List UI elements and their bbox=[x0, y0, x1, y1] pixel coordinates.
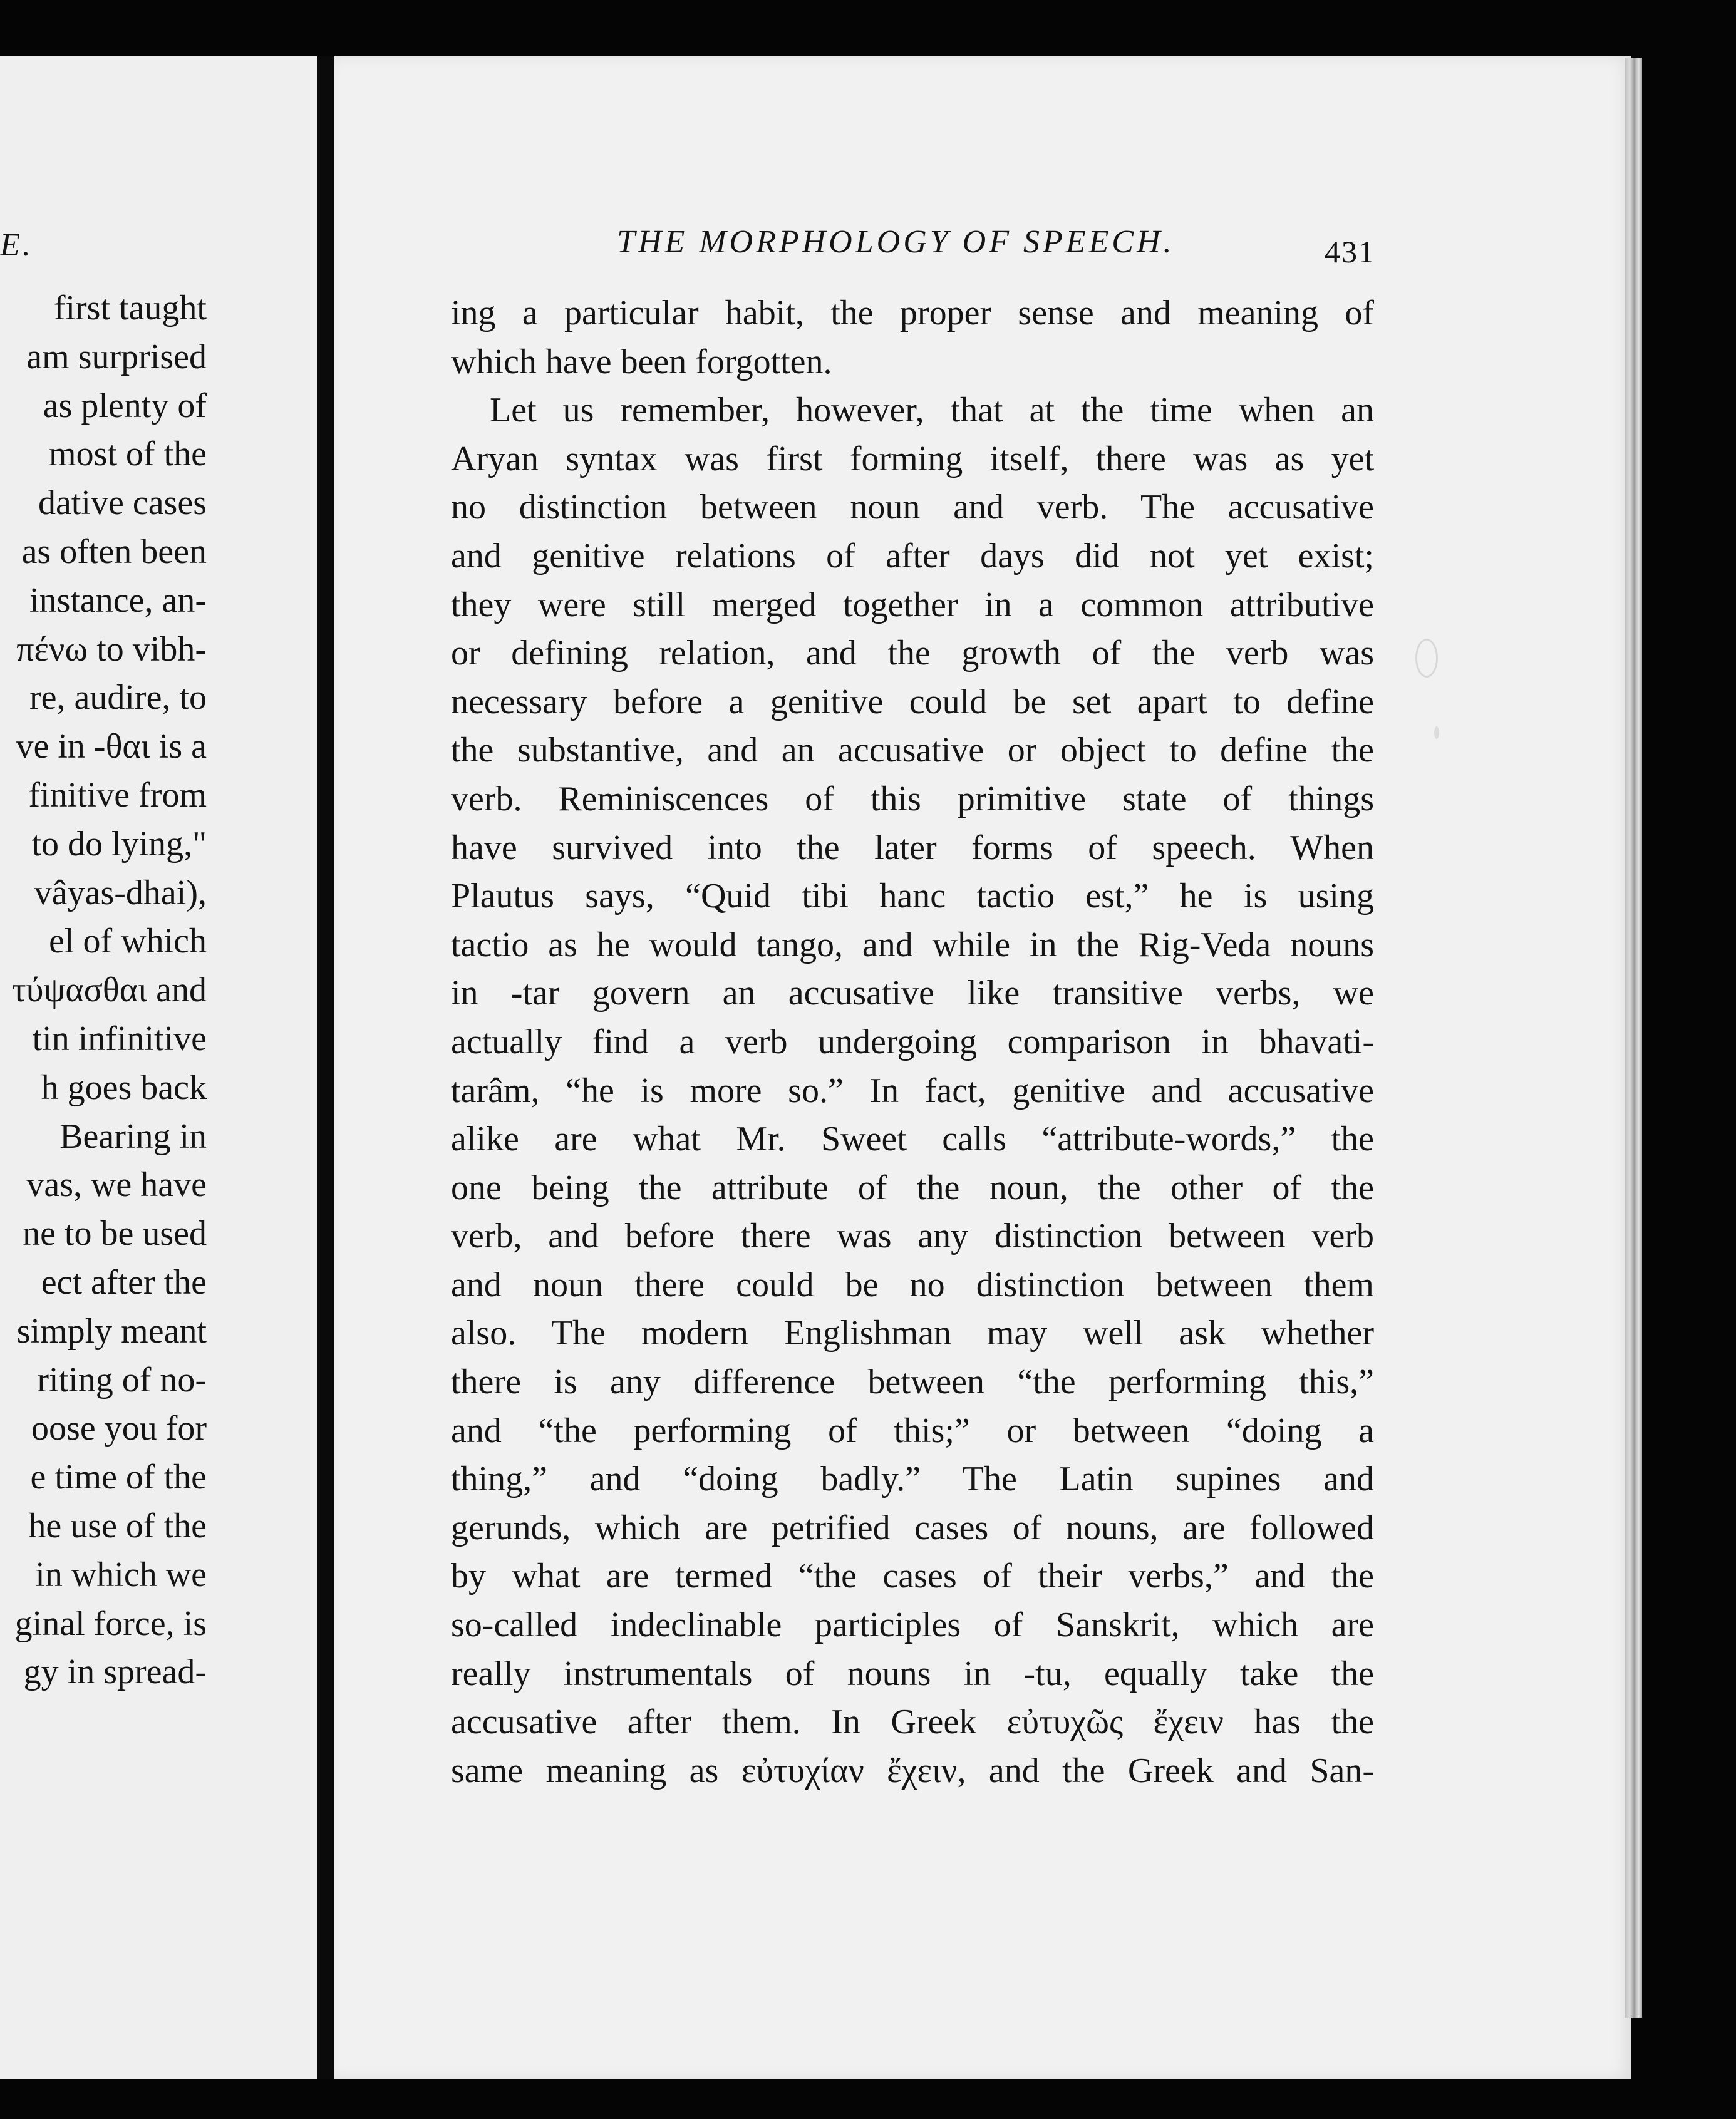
text-line: thing,” and “doing badly.” The Latin supines and bbox=[451, 1460, 1374, 1499]
left-page-line: Bearing in bbox=[59, 1116, 207, 1156]
text-line: no distinction between noun and verb. The accusative bbox=[451, 488, 1374, 527]
left-page-line: as often been bbox=[21, 532, 207, 571]
page-edge bbox=[1625, 58, 1642, 2018]
paper-blemish bbox=[1434, 726, 1439, 739]
text-line: same meaning as εὐτυχίαν ἔχειν, and the Greek and San- bbox=[451, 1751, 1374, 1790]
text-line: tarâm, “he is more so.” In fact, genitive and accusative bbox=[451, 1071, 1374, 1110]
text-line: actually find a verb undergoing comparison in bhavati- bbox=[451, 1022, 1374, 1061]
text-line: by what are termed “the cases of their verbs,” and the bbox=[451, 1557, 1374, 1596]
left-page-line: am surprised bbox=[26, 337, 207, 376]
text-line: verb. Reminiscences of this primitive state of things bbox=[451, 779, 1374, 818]
text-line: and “the performing of this;” or between “doing a bbox=[451, 1411, 1374, 1450]
text-line: Plautus says, “Quid tibi hanc tactio est,” he is using bbox=[451, 877, 1374, 916]
text-line: the substantive, and an accusative or object to define the bbox=[451, 731, 1374, 770]
left-page-line: tin infinitive bbox=[32, 1019, 207, 1058]
left-page-header: E. bbox=[0, 227, 33, 263]
text-line: tactio as he would tango, and while in the Rig-Veda nouns bbox=[451, 925, 1374, 964]
text-line: have survived into the later forms of speech. When bbox=[451, 828, 1374, 867]
body-text bbox=[451, 289, 1374, 1795]
left-page-line: τύψασθαι and bbox=[12, 971, 207, 1010]
text-line: there is any difference between “the performing this,” bbox=[451, 1363, 1374, 1402]
left-page-line: vâyas-dhai), bbox=[34, 873, 207, 912]
left-page-line: vas, we have bbox=[26, 1165, 207, 1205]
left-page-line: dative cases bbox=[38, 483, 207, 523]
text-line: in -tar govern an accusative like transitive verbs, we bbox=[451, 974, 1374, 1013]
text-line: they were still merged together in a common attributive bbox=[451, 585, 1374, 624]
text-line: so-called indeclinable participles of Sanskrit, which are bbox=[451, 1606, 1374, 1645]
left-page-line: e time of the bbox=[30, 1458, 207, 1497]
left-page-line: h goes back bbox=[41, 1068, 207, 1107]
text-line: Let us remember, however, that at the time when an bbox=[490, 391, 1374, 430]
text-line: also. The modern Englishman may well ask whether bbox=[451, 1314, 1374, 1353]
left-page-line: ne to be used bbox=[23, 1214, 207, 1254]
text-line: which have been forgotten. bbox=[451, 342, 832, 381]
left-page-line: instance, an- bbox=[29, 580, 207, 620]
left-page-line: oose you for bbox=[31, 1409, 207, 1448]
left-page-line: gy in spread- bbox=[23, 1652, 207, 1692]
left-page-line: as plenty of bbox=[43, 386, 207, 425]
page-number: 431 bbox=[1325, 234, 1375, 269]
left-page-line: ect after the bbox=[41, 1263, 207, 1302]
left-page-line: ginal force, is bbox=[14, 1604, 207, 1643]
left-page-line: most of the bbox=[49, 435, 207, 474]
left-page-line: πένω to vibh- bbox=[16, 629, 207, 669]
page-gutter bbox=[317, 56, 334, 2079]
text-line: or defining relation, and the growth of the verb was bbox=[451, 634, 1374, 673]
text-line: Aryan syntax was first forming itself, there was as yet bbox=[451, 439, 1374, 478]
left-page-line: riting of no- bbox=[37, 1360, 207, 1400]
text-line: ing a particular habit, the proper sense and meaning of bbox=[451, 294, 1374, 333]
text-line: necessary before a genitive could be set apart to define bbox=[451, 682, 1374, 721]
running-head: THE MORPHOLOGY OF SPEECH. bbox=[617, 224, 1175, 260]
left-page-line: el of which bbox=[49, 922, 207, 961]
text-line: one being the attribute of the noun, the other of the bbox=[451, 1168, 1374, 1207]
paper-blemish bbox=[1415, 639, 1438, 678]
text-line: verb, and before there was any distinction between verb bbox=[451, 1217, 1374, 1256]
left-page-line: first taught bbox=[53, 289, 207, 327]
left-page-line: he use of the bbox=[28, 1507, 207, 1545]
left-page-line: simply meant bbox=[16, 1311, 207, 1351]
text-line: accusative after them. In Greek εὐτυχῶς ἔχειν has the bbox=[451, 1703, 1374, 1742]
left-page-line: to do lying," bbox=[31, 824, 207, 864]
left-page-line: ve in -θαι is a bbox=[16, 727, 207, 766]
left-page-line: finitive from bbox=[28, 776, 207, 815]
text-line: really instrumentals of nouns in -tu, equally take the bbox=[451, 1654, 1374, 1693]
left-page-line: re, audire, to bbox=[29, 678, 207, 718]
text-line: gerunds, which are petrified cases of nouns, are followed bbox=[451, 1508, 1374, 1547]
text-line: and noun there could be no distinction between them bbox=[451, 1265, 1374, 1304]
left-page-line: in which we bbox=[35, 1555, 207, 1594]
text-line: and genitive relations of after days did not yet exist; bbox=[451, 536, 1374, 575]
text-line: alike are what Mr. Sweet calls “attribute-words,” the bbox=[451, 1120, 1374, 1159]
